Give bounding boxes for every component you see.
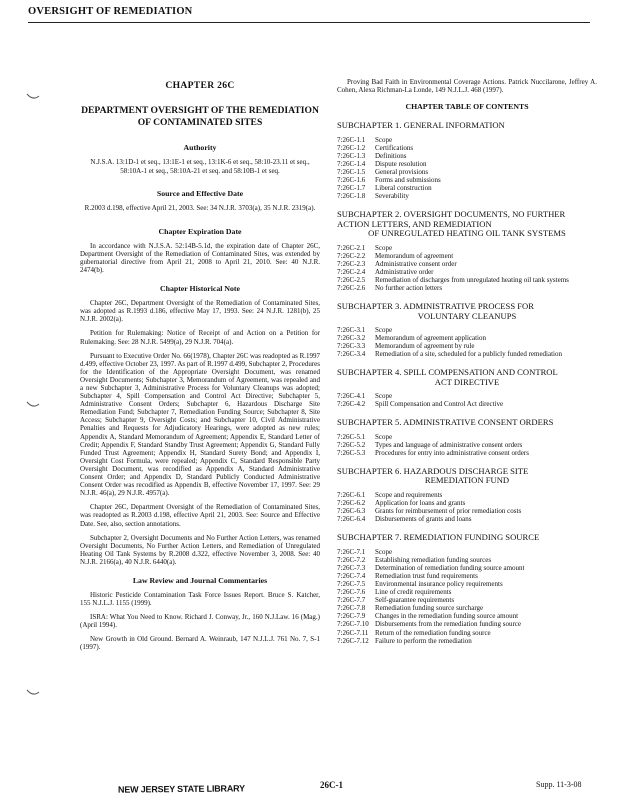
- section-number: 7:26C-7.8: [337, 604, 366, 613]
- section-row: [337, 350, 562, 358]
- section-number: 7:26C-7.4: [337, 571, 366, 580]
- section-row: [337, 342, 562, 350]
- right-column: [337, 78, 597, 655]
- toc-title: CHAPTER TABLE OF CONTENTS: [405, 102, 529, 112]
- section-title: Scope: [375, 392, 393, 401]
- section-list: [337, 548, 525, 645]
- section-title: Remediation funding source surcharge: [375, 604, 484, 613]
- section-title: Definitions: [375, 151, 407, 160]
- authority-heading: Authority: [183, 143, 217, 152]
- section-title: Determination of remediation funding source amount: [375, 563, 525, 572]
- running-head: OVERSIGHT OF REMEDIATION: [28, 6, 193, 17]
- section-number: 7:26C-3.4: [337, 350, 366, 359]
- section-title: Memorandum of agreement: [375, 251, 454, 260]
- section-row: [337, 491, 521, 499]
- section-title: General provisions: [375, 167, 429, 176]
- section-number: 7:26C-2.2: [337, 251, 366, 260]
- section-number: 7:26C-1.5: [337, 167, 366, 176]
- section-row: [337, 144, 441, 152]
- source-heading: Source and Effective Date: [156, 189, 244, 199]
- section-number: 7:26C-3.2: [337, 334, 366, 343]
- subchapter-heading-line: SUBCHAPTER 7. REMEDIATION FUNDING SOURCE: [337, 532, 540, 543]
- section-title: Spill Compensation and Control Act directive: [375, 400, 504, 409]
- margin-mark-icon: [26, 400, 40, 410]
- subchapter-heading: [337, 210, 597, 238]
- section-row: [337, 268, 569, 276]
- subchapter-heading-line: SUBCHAPTER 3. ADMINISTRATIVE PROCESS FOR: [337, 301, 534, 312]
- section-row: [337, 596, 525, 604]
- section-number: 7:26C-2.6: [337, 284, 366, 293]
- subchapter-heading-line: ACT DIRECTIVE: [434, 376, 500, 387]
- section-number: 7:26C-2.3: [337, 259, 366, 268]
- section-row: [337, 620, 525, 628]
- source-text: R.2003 d.198, effective April 21, 2003. See: 34 N.J.R. 3703(a), 35 N.J.R. 2319(a).: [84, 204, 316, 213]
- subchapter-heading-line: SUBCHAPTER 1. GENERAL INFORMATION: [337, 120, 505, 131]
- section-title: Self-guarantee requirements: [375, 596, 455, 605]
- section-number: 7:26C-7.3: [337, 563, 366, 572]
- section-row: [337, 284, 569, 292]
- law-review-entry: Historic Pesticide Contamination Task Force Issues Report. Bruce S. Katcher, 155 N.J.L.J. 1155 (1999).: [80, 590, 320, 608]
- section-number: 7:26C-3.1: [337, 325, 366, 334]
- section-title: Return of the remediation funding source: [375, 628, 491, 637]
- section-number: 7:26C-7.9: [337, 612, 366, 621]
- history-paragraph: Petition for Rulemaking: Notice of Receipt of and Action on a Petition for Rulemaking. See: 28 N.J.R. 5499(a), 29 N.J.R. 704(a).: [80, 329, 320, 346]
- section-row: [337, 629, 525, 637]
- section-row: [337, 400, 503, 408]
- section-number: 7:26C-7.5: [337, 579, 366, 588]
- section-title: Changes in the remediation funding source amount: [375, 612, 519, 621]
- section-row: [337, 276, 569, 284]
- section-number: 7:26C-1.4: [337, 159, 366, 168]
- subchapter-heading: [337, 418, 597, 427]
- section-row: [337, 160, 441, 168]
- authority-text: N.J.S.A. 13:1D-1 et seq., 13:1E-1 et seq., 13:1K-6 et seq., 58:10-23.11 et seq., 58:10A-1 et seq., 58:10A-21 et seq. and 58:10B-1 et seq.: [90, 158, 310, 175]
- section-row: [337, 612, 525, 620]
- expiration-text: In accordance with N.J.S.A. 52:14B-5.1d, the expiration date of Chapter 26C, Department Oversight of the Remediation of Contaminated Sites, was extended by gubernatorial directive from April 21, 2008 to April 21, 2010. See: 40 N.J.R. 2474(b).: [80, 241, 320, 275]
- section-row: [337, 334, 562, 342]
- left-column: [80, 80, 320, 658]
- margin-mark-icon: [26, 92, 40, 102]
- subchapter-heading-line: SUBCHAPTER 5. ADMINISTRATIVE CONSENT ORDERS: [337, 417, 554, 428]
- subchapter-heading: [337, 368, 597, 387]
- section-row: [337, 556, 525, 564]
- section-title: Scope: [375, 135, 393, 144]
- section-title: Scope: [375, 547, 393, 556]
- section-row: [337, 507, 521, 515]
- law-review-entry: ISRA: What You Need to Know. Richard J. Conway, Jr., 160 N.J.Law. 16 (Mag.) (April 1994).: [80, 613, 320, 630]
- section-title: Forms and submissions: [375, 176, 441, 185]
- section-number: 7:26C-6.2: [337, 498, 366, 507]
- section-title: Dispute resolution: [375, 159, 427, 168]
- section-title: No further action letters: [375, 284, 443, 293]
- history-paragraph: Pursuant to Executive Order No. 66(1978), Chapter 26C was readopted as R.1997 d.499, effective October 23, 1997. As part of R.1997 d.499, Subchapter 2, Procedures for the Identification of the Appropriate Oversight Document, was renamed Oversight Documents; Subchapter 3, Memorandum of Agreement, was repealed and a new Subchapter 3, Administrative Process for Voluntary Cleanups was adopted; Subchapter 4, Spill Compensation and Control Act Directive; Subchapter 5, Administrative Consent Orders; Subchapter 6, Hazardous Discharge Site Remediation Fund; Subchapter 7, Remediation Funding Source; Subchapter 8, Site Access; Subchapter 9, Oversight Costs; and Subchapter 10, Civil Administrative Penalties and Requests for Adjudicatory Hearings, were adopted as new rules; Appendix A, Standard Memorandum of Agreement; Appendix E, Standard Letter of Credit; Appendix F, Standard Standby Trust Agreement; Appendix G, Standard Fully Funded Trust Agreement; Appendix H, Standard Surety Bond; and Appendix I, Oversight Cost Formula, were repealed; Appendix C, Standard Responsible Party Oversight Document, was recodified as Appendix A, Standard Administrative Consent Order; and Appendix D, Standard Publicly Conducted Administrative Consent Order was recodified as Appendix B, effective November 17, 1997. See: 29 N.J.R. 46(a), 29 N.J.R. 4957(a).: [80, 351, 320, 498]
- section-row: [337, 244, 569, 252]
- header-rule: [28, 22, 590, 23]
- section-title: Disbursements from the remediation funding source: [375, 620, 521, 629]
- section-number: 7:26C-2.1: [337, 243, 366, 252]
- subchapter-heading: [337, 467, 597, 486]
- section-title: Memorandum of agreement by rule: [375, 342, 475, 351]
- section-row: [337, 168, 441, 176]
- history-heading: Chapter Historical Note: [160, 284, 240, 294]
- section-number: 7:26C-7.7: [337, 596, 366, 605]
- section-number: 7:26C-1.3: [337, 151, 366, 160]
- subchapter-heading-line: SUBCHAPTER 6. HAZARDOUS DISCHARGE SITE: [337, 466, 529, 476]
- section-title: Certifications: [375, 143, 414, 152]
- section-row: [337, 588, 525, 596]
- section-row: [337, 433, 529, 441]
- section-title: Administrative order: [375, 267, 434, 276]
- section-number: 7:26C-5.1: [337, 432, 366, 441]
- section-row: [337, 260, 569, 268]
- section-row: [337, 604, 525, 612]
- section-row: [337, 326, 562, 334]
- law-review-heading: Law Review and Journal Commentaries: [132, 575, 268, 585]
- section-number: 7:26C-4.2: [337, 400, 366, 409]
- section-row: [337, 580, 525, 588]
- section-list: [337, 136, 441, 201]
- expiration-heading: Chapter Expiration Date: [158, 226, 242, 236]
- section-number: 7:26C-2.5: [337, 275, 366, 284]
- section-number: 7:26C-7.6: [337, 588, 366, 597]
- section-number: 7:26C-2.4: [337, 267, 366, 276]
- section-row: [337, 441, 529, 449]
- section-list: [337, 244, 569, 293]
- supplement-date: Supp. 11-3-08: [536, 780, 582, 789]
- section-title: Severability: [375, 192, 409, 201]
- section-number: 7:26C-6.3: [337, 507, 366, 515]
- table-of-contents: [337, 121, 597, 645]
- section-number: 7:26C-7.10: [337, 620, 369, 629]
- section-number: 7:26C-1.2: [337, 143, 366, 152]
- subchapter-heading-line: VOLUNTARY CLEANUPS: [417, 310, 517, 321]
- section-title: Liberal construction: [375, 184, 432, 193]
- section-row: [337, 192, 441, 200]
- history-paragraph: Chapter 26C, Department Oversight of the Remediation of Contaminated Sites, was adopted as R.1993 d.186, effective May 17, 1993. See: 24 N.J.R. 1281(b), 25 N.J.R. 2002(a).: [80, 299, 320, 324]
- subchapter-heading-line: REMEDIATION FUND: [424, 475, 510, 486]
- section-list: [337, 491, 521, 523]
- subchapter-heading-line: SUBCHAPTER 2. OVERSIGHT DOCUMENTS, NO FURTHER ACTION LETTERS, AND REMEDIATION: [337, 209, 566, 229]
- section-list: [337, 392, 503, 408]
- section-title: Procedures for entry into administrative consent orders: [375, 448, 529, 457]
- section-row: [337, 548, 525, 556]
- chapter-number: CHAPTER 26C: [165, 80, 235, 91]
- subchapter-heading: [337, 121, 597, 130]
- section-number: 7:26C-7.12: [337, 636, 369, 645]
- section-number: 7:26C-5.3: [337, 448, 366, 457]
- section-title: Disbursements of grants and loans: [375, 515, 472, 524]
- section-title: Remediation of a site, scheduled for a publicly funded remediation: [375, 350, 562, 359]
- section-list: [337, 433, 529, 457]
- section-row: [337, 176, 441, 184]
- section-number: 7:26C-5.2: [337, 440, 366, 449]
- section-number: 7:26C-1.6: [337, 176, 366, 185]
- subchapter-heading: [337, 533, 597, 542]
- section-number: 7:26C-1.7: [337, 184, 366, 193]
- section-row: [337, 572, 525, 580]
- section-title: Administrative consent order: [375, 259, 457, 268]
- section-row: [337, 564, 525, 572]
- section-number: 7:26C-1.1: [337, 135, 366, 144]
- section-number: 7:26C-6.1: [337, 490, 366, 499]
- section-row: [337, 392, 503, 400]
- section-number: 7:26C-7.2: [337, 555, 366, 564]
- section-title: Memorandum of agreement application: [375, 334, 486, 343]
- section-number: 7:26C-1.8: [337, 192, 366, 201]
- section-title: Scope: [375, 432, 393, 441]
- section-number: 7:26C-7.11: [337, 628, 369, 637]
- history-paragraph: Subchapter 2, Oversight Documents and No Further Action Letters, was renamed Oversight Documents, No Further Action Letters, and Remediation of Unregulated Heating Oil Tank Systems by R.2008 d.322, effective November 3, 2008. See: 40 N.J.R. 2166(a), 40 N.J.R. 6440(a).: [80, 533, 320, 566]
- page-number: 26C-1: [320, 780, 343, 790]
- section-row: [337, 449, 529, 457]
- subchapter-heading-line: OF UNREGULATED HEATING OIL TANK SYSTEMS: [368, 228, 566, 239]
- section-title: Establishing remediation funding sources: [375, 555, 492, 564]
- section-title: Types and language of administrative consent orders: [375, 440, 523, 449]
- history-paragraph: Chapter 26C, Department Oversight of the Remediation of Contaminated Sites, was readopted as R.2003 d.198, effective April 21, 2003. See: Source and Effective Date. See, also, section annotations.: [80, 503, 320, 528]
- section-title: Scope: [375, 243, 393, 252]
- section-number: 7:26C-6.4: [337, 515, 366, 524]
- law-review-entry-continued: Proving Bad Faith in Environmental Coverage Actions. Patrick Nuccilarone, Jeffrey A. Cohen, Alexa Richman-La Londe, 149 N.J.L.J. 468 (1997).: [337, 78, 597, 95]
- section-row: [337, 136, 441, 144]
- library-stamp: NEW JERSEY STATE LIBRARY: [117, 783, 245, 795]
- section-row: [337, 637, 525, 645]
- section-row: [337, 252, 569, 260]
- section-row: [337, 499, 521, 507]
- section-title: Scope and requirements: [375, 490, 443, 499]
- section-title: Application for loans and grants: [375, 498, 466, 507]
- section-row: [337, 184, 441, 192]
- section-title: Environmental insurance policy requirements: [375, 579, 503, 588]
- section-number: 7:26C-3.3: [337, 342, 366, 351]
- section-number: 7:26C-7.1: [337, 547, 366, 556]
- section-title: Remediation trust fund requirements: [375, 571, 478, 580]
- section-row: [337, 515, 521, 523]
- subchapter-heading-line: SUBCHAPTER 4. SPILL COMPENSATION AND CONTROL: [337, 367, 558, 378]
- subchapter-heading: [337, 302, 597, 321]
- section-title: Grants for reimbursement of prior remediation costs: [375, 507, 522, 515]
- section-title: Failure to perform the remediation: [375, 636, 472, 645]
- section-title: Line of credit requirements: [375, 588, 452, 597]
- section-row: [337, 152, 441, 160]
- section-list: [337, 326, 562, 358]
- section-number: 7:26C-4.1: [337, 392, 366, 401]
- section-title: Remediation of discharges from unregulated heating oil tank systems: [375, 275, 569, 284]
- law-review-entry: New Growth in Old Ground. Bernard A. Weinraub, 147 N.J.L.J. 761 No. 7, S-1 (1997).: [80, 635, 320, 652]
- section-title: Scope: [375, 325, 393, 334]
- margin-mark-icon: [26, 688, 40, 698]
- chapter-title: DEPARTMENT OVERSIGHT OF THE REMEDIATION OF CONTAMINATED SITES: [81, 105, 319, 128]
